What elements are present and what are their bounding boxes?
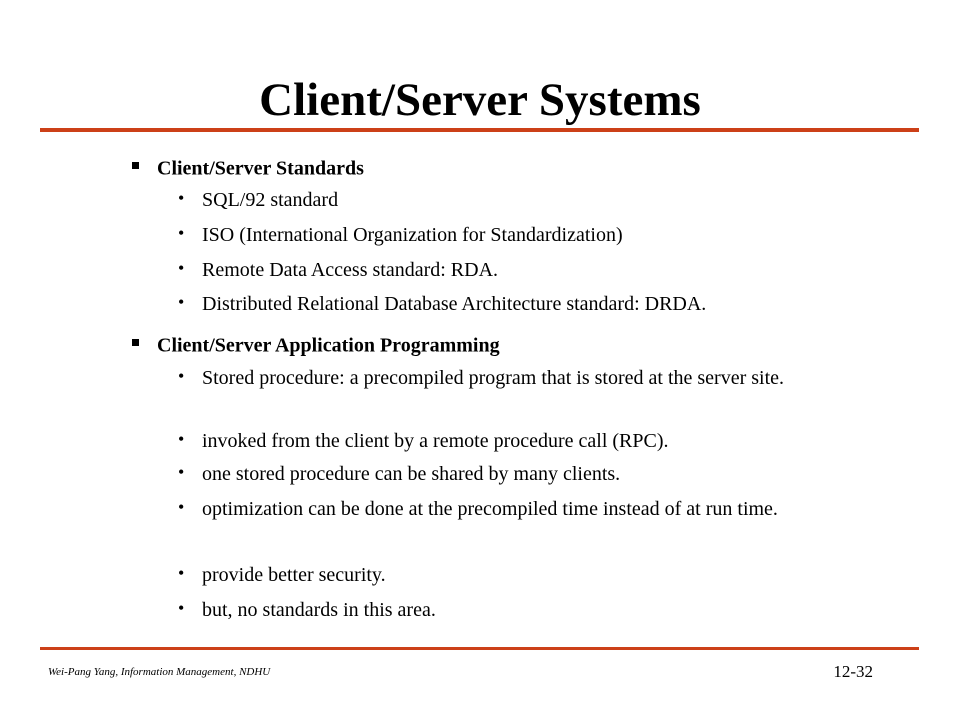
- section-heading-standards: Client/Server Standards: [132, 155, 364, 180]
- list-item: • provide better security.: [178, 562, 882, 589]
- list-item: • optimization can be done at the precompiled time instead of at run time.: [178, 496, 882, 523]
- slide-title: Client/Server Systems: [259, 74, 701, 126]
- list-item: • one stored procedure can be shared by many clients.: [178, 461, 882, 488]
- list-item: • SQL/92 standard: [178, 187, 882, 214]
- bullet-dot-icon: •: [178, 598, 185, 618]
- title-divider: [40, 128, 919, 132]
- bullet-dot-icon: •: [178, 462, 185, 482]
- bullet-dot-icon: •: [178, 563, 185, 583]
- list-item: • invoked from the client by a remote procedure call (RPC).: [178, 428, 882, 455]
- square-bullet-icon: [132, 339, 139, 346]
- bullet-dot-icon: •: [178, 223, 185, 243]
- footer-divider: [40, 647, 919, 650]
- section-heading-application-programming: Client/Server Application Programming: [132, 332, 500, 357]
- bullet-dot-icon: •: [178, 292, 185, 312]
- list-item: • but, no standards in this area.: [178, 597, 882, 624]
- list-item: • Distributed Relational Database Architecture standard: DRDA.: [178, 291, 882, 318]
- bullet-dot-icon: •: [178, 258, 185, 278]
- bullet-dot-icon: •: [178, 429, 185, 449]
- bullet-dot-icon: •: [178, 497, 185, 517]
- page-number: 12-32: [833, 662, 873, 681]
- footer-author: Wei-Pang Yang, Information Management, NDHU: [48, 666, 271, 678]
- bullet-dot-icon: •: [178, 188, 185, 208]
- list-item: • Remote Data Access standard: RDA.: [178, 257, 882, 284]
- bullet-dot-icon: •: [178, 366, 185, 386]
- square-bullet-icon: [132, 162, 139, 169]
- list-item: • ISO (International Organization for Standardization): [178, 222, 882, 249]
- list-item: • Stored procedure: a precompiled program that is stored at the server site.: [178, 365, 882, 392]
